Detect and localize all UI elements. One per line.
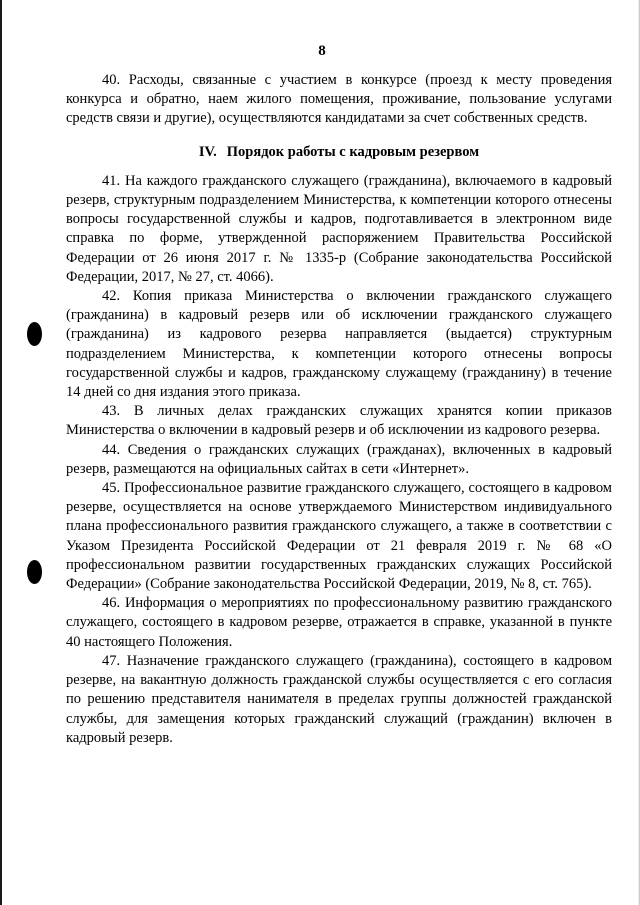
paragraph-45: 45. Профессиональное развитие гражданского служащего, состоящего в кадровом резерве, осуществляется на основе утверждаемого Министерством индивидуального плана профессионального развития гражданского служащего, а также в соответствии с Указом Президента Российской Федерации от 21 февраля 2019 г. № 68 «О профессиональном развитии государственных гражданских служащих Российской Федерации» (Собрание законодательства Российской Федерации, 2019, № 8, ст. 765). xyxy=(66,480,612,593)
section-number: IV. xyxy=(198,143,217,160)
paragraph-43: 43. В личных делах гражданских служащих хранятся копии приказов Министерства о включении в кадровый резерв и об исключении из кадрового резерва. xyxy=(66,403,612,439)
paragraph-44: 44. Сведения о гражданских служащих (гражданах), включенных в кадровый резерв, размещаются на официальных сайтах в сети «Интернет». xyxy=(66,441,612,477)
punch-hole xyxy=(27,560,42,584)
paragraph-46: 46. Информация о мероприятиях по профессиональному развитию гражданского служащего, состоящего в кадровом резерве, отражается в справке, указанной в пункте 40 настоящего Положения. xyxy=(66,595,612,650)
section-heading xyxy=(66,143,612,162)
paragraph-41: 41. На каждого гражданского служащего (гражданина), включаемого в кадровый резерв, структурным подразделением Министерства, к компетенции которого отнесены вопросы государственной службы и кадров, подготавливается в электронном виде справка по форме, утвержденной распоряжением Правительства Российской Федерации от 26 июня 2017 г. № 1335-р (Собрание законодательства Российской Федерации, 2017, № 27, ст. 4066). xyxy=(66,172,612,285)
page-number: 8 xyxy=(318,43,326,59)
document-body xyxy=(66,71,612,748)
paragraph-40: 40. Расходы, связанные с участием в конкурсе (проезд к месту проведения конкурса и обратно, наем жилого помещения, проживание, пользование услугами средств связи и другие), осуществляются кандидатами за счет собственных средств. xyxy=(66,72,612,127)
paragraph-42: 42. Копия приказа Министерства о включении гражданского служащего (гражданина) в кадровый резерв или об исключении гражданского служащего (гражданина) из кадрового резерва направляется (выдается) структурным подразделением Министерства, к компетенции которого отнесены вопросы государственной службы и кадров, гражданскому служащему (гражданину) в течение 14 дней со дня издания этого приказа. xyxy=(66,288,612,401)
punch-hole xyxy=(27,322,42,346)
paragraph-47: 47. Назначение гражданского служащего (гражданина), состоящего в кадровом резерве, на вакантную должность гражданской службы осуществляется с его согласия по решению представителя нанимателя в пределах группы должностей гражданской службы, для замещения которых гражданский служащий (гражданин) включен в кадровый резерв. xyxy=(66,652,612,746)
section-title: Порядок работы с кадровым резервом xyxy=(226,143,480,160)
